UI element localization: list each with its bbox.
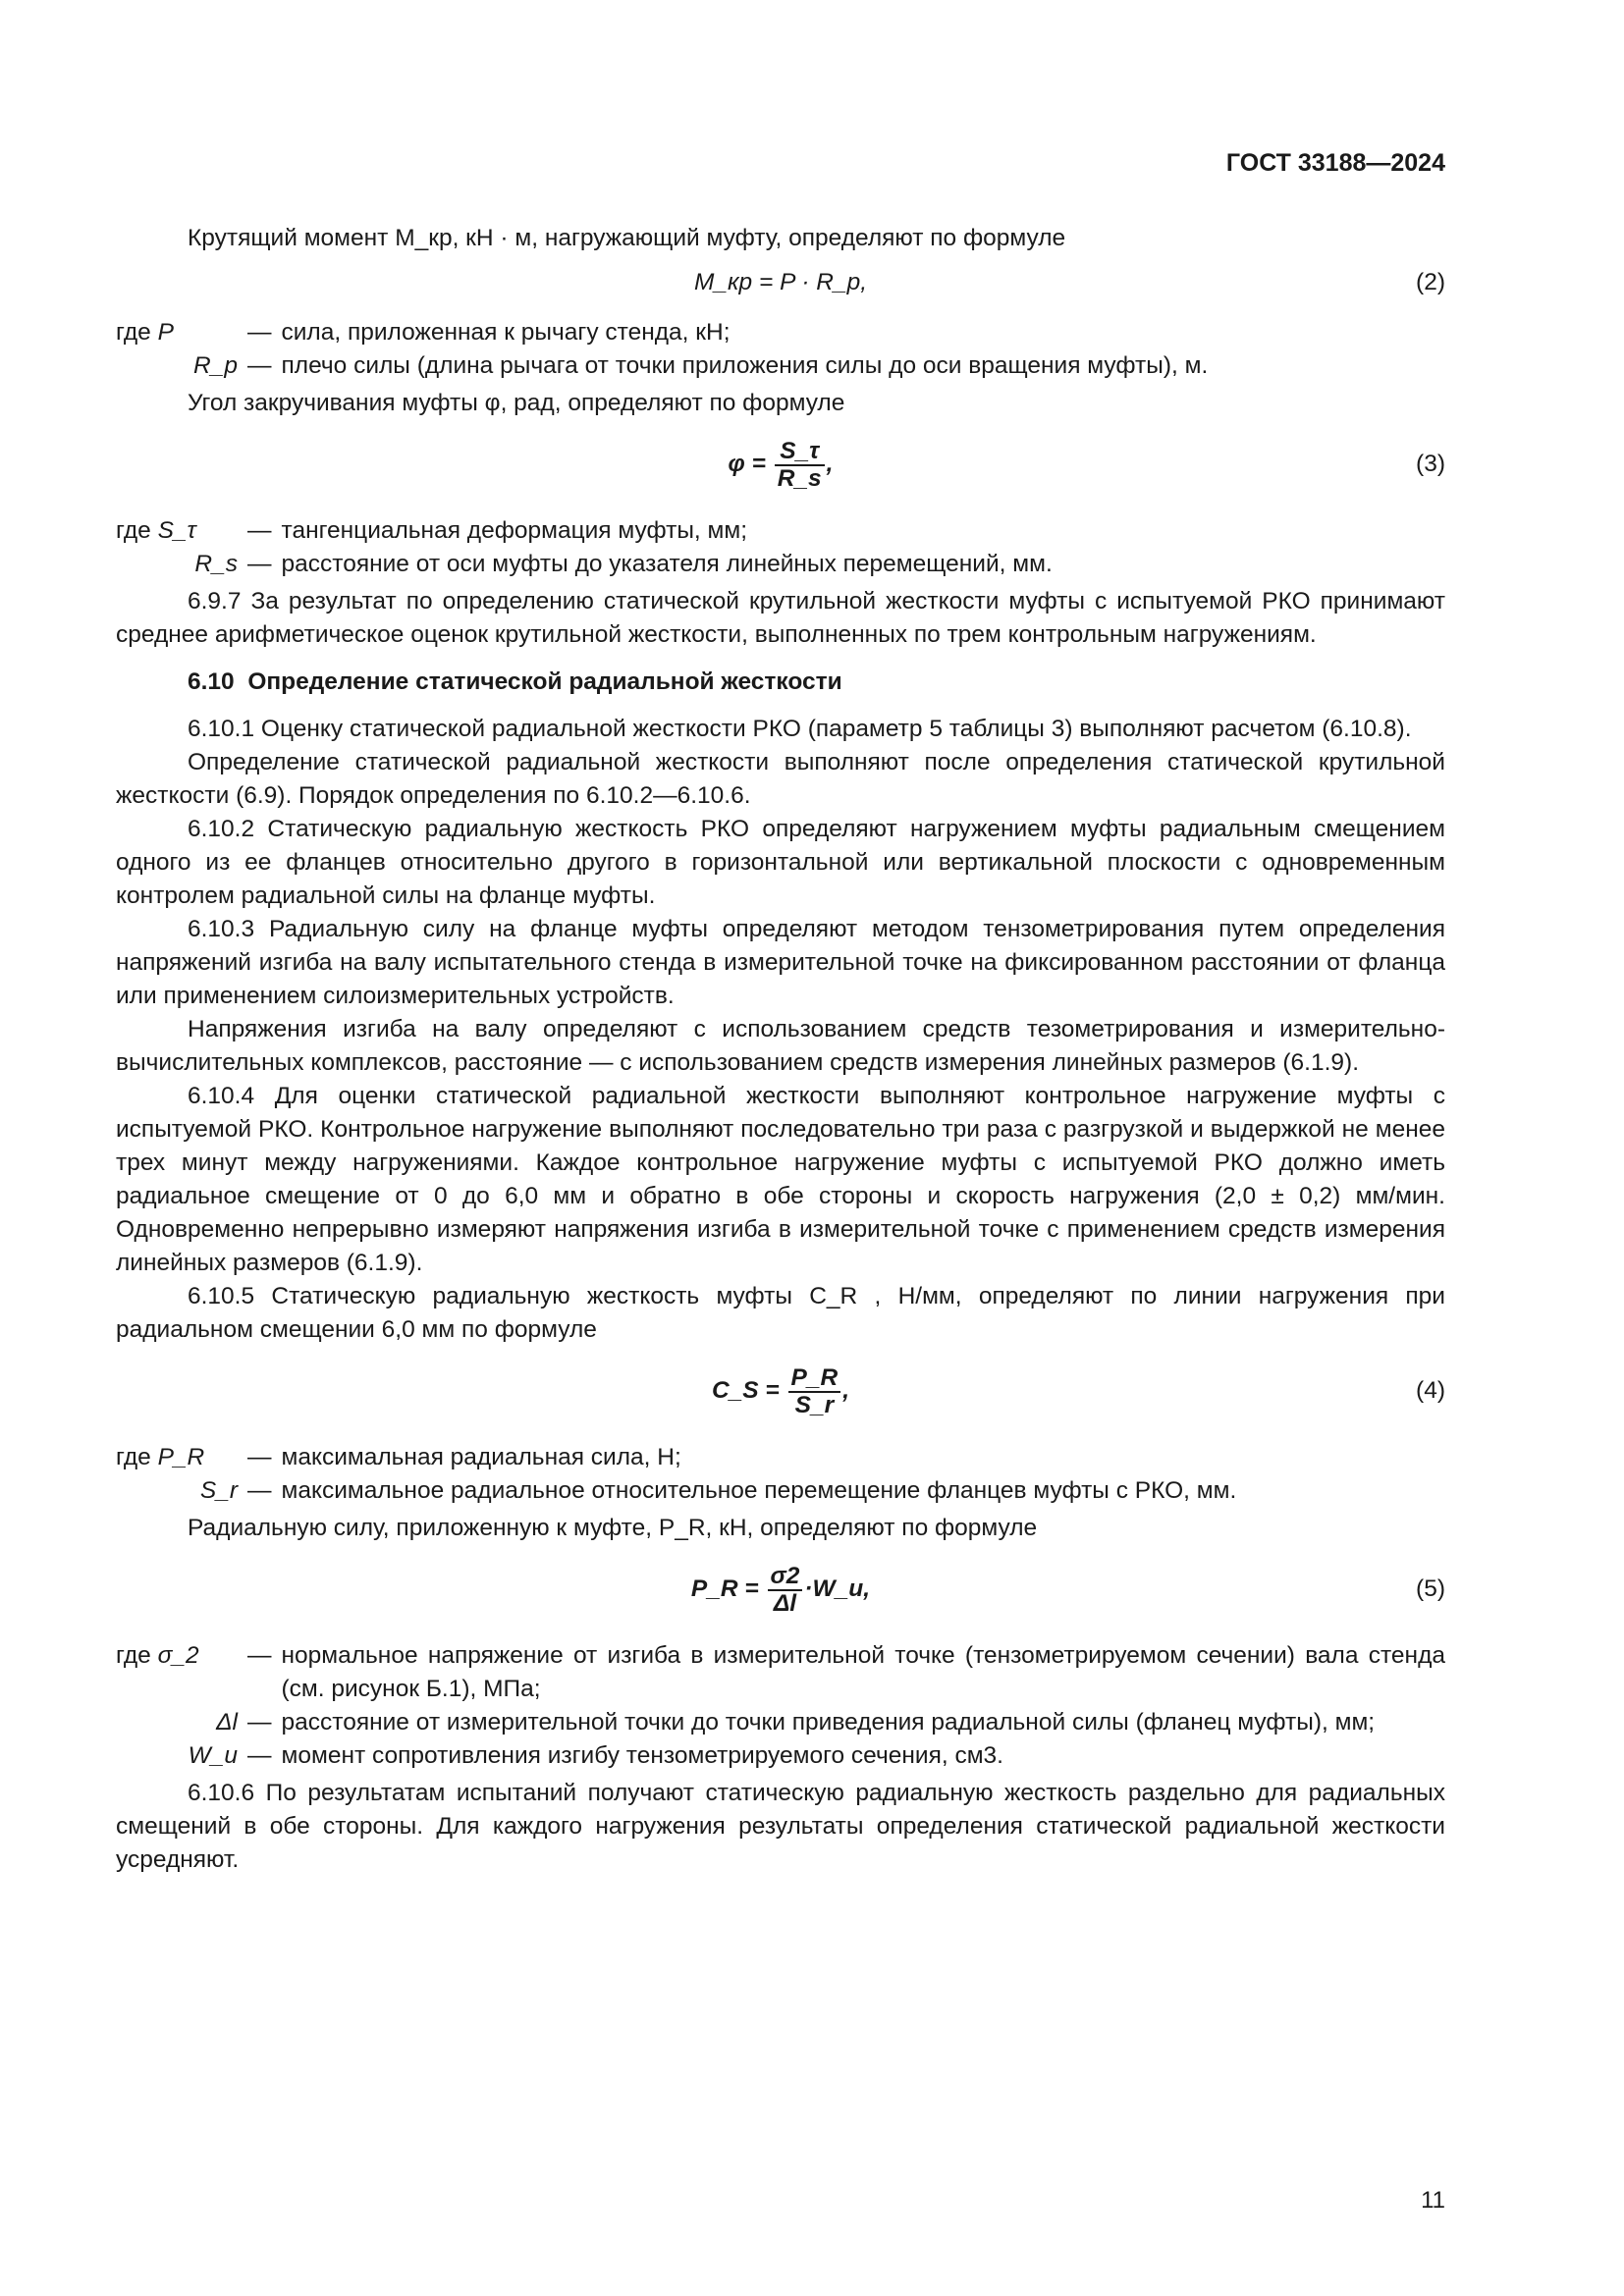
definition-text: максимальная радиальная сила, Н;: [281, 1444, 681, 1470]
equation-4-formula: [116, 1347, 1445, 1435]
definition-symbol: W_u: [188, 1742, 238, 1769]
paragraph-torque-intro: Крутящий момент M_кр, кН · м, нагружающий муфту, определяют по формуле: [188, 225, 1066, 251]
definitions-eq3: [116, 514, 1445, 581]
equation-5-denominator: Δl: [773, 1589, 797, 1617]
definition-row: [116, 316, 1445, 349]
equation-2: [116, 255, 1445, 310]
definition-text: сила, приложенная к рычагу стенда, кН;: [281, 319, 731, 346]
definition-symbol: [116, 1639, 238, 1706]
equation-3-fraction: [775, 439, 825, 492]
equation-4-numerator: P_R: [788, 1365, 841, 1393]
equation-4-tail: ,: [842, 1377, 850, 1404]
equation-5-formula: [116, 1545, 1445, 1633]
page-number: 11: [1421, 2187, 1445, 2214]
definition-prefix: где: [116, 517, 151, 544]
definition-text: расстояние от оси муфты до указателя линейных перемещений, мм.: [281, 551, 1053, 577]
equation-5-numerator: σ2: [768, 1564, 803, 1591]
definition-row: [116, 1706, 1445, 1739]
definition-row: [116, 1639, 1445, 1706]
definition-symbol-text: P_R: [157, 1444, 205, 1470]
definition-symbol: R_s: [194, 551, 238, 577]
definitions-eq5: [116, 1639, 1445, 1773]
document-header: ГОСТ 33188—2024: [1225, 149, 1445, 177]
paragraph-6-10-5: 6.10.5 Статическую радиальную жесткость муфты C_R , Н/мм, определяют по линии нагружения при радиальном смещении 6,0 мм по формуле: [116, 1283, 1445, 1343]
definition-dash: —: [247, 1709, 272, 1735]
definition-dash: —: [247, 352, 272, 379]
paragraph-6-10-1b: Определение статической радиальной жесткости выполняют после определения статической крутильной жесткости (6.9). Порядок определения по 6.10.2—6.10.6.: [116, 749, 1445, 809]
definition-row: [116, 548, 1445, 581]
definition-row: [116, 1474, 1445, 1508]
paragraph-radial-force-intro: Радиальную силу, приложенную к муфте, P_R, кН, определяют по формуле: [188, 1515, 1038, 1541]
equation-5-lhs: P_R =: [690, 1575, 759, 1602]
definition-prefix: где: [116, 1444, 151, 1470]
definition-symbol: S_r: [199, 1477, 238, 1504]
definition-dash: —: [247, 1477, 272, 1504]
definition-row: [116, 349, 1445, 383]
definition-dash: —: [247, 319, 272, 346]
equation-3-lhs: φ =: [728, 451, 766, 477]
equation-5-number: (5): [1416, 1575, 1445, 1602]
equation-4-number: (4): [1416, 1377, 1445, 1404]
paragraph-6-10-4: 6.10.4 Для оценки статической радиальной жесткости выполняют контрольное нагружение муфты с испытуемой РКО. Контрольное нагружение выполняют последовательно три раза с разгрузкой и выдержкой не менее трех минут между нагружениями. Каждое контрольное нагружение муфты с испытуемой РКО должно иметь радиальное смещение от 0 до 6,0 мм и обратно в обе стороны и скорость нагружения (2,0 ± 0,2) мм/мин. Одновременно непрерывно измеряют напряжения изгиба в измерительной точке с применением средств измерения линейных размеров (6.1.9).: [116, 1083, 1445, 1276]
paragraph-6-10-3b: Напряжения изгиба на валу определяют с использованием средств тезометрирования и измерительно-вычислительных комплексов, расстояние — с использованием средств измерения линейных размеров (6.1.9).: [116, 1016, 1445, 1076]
document-body: [116, 222, 1445, 1877]
definition-symbol: [116, 1441, 238, 1474]
equation-3-numerator: S_τ: [775, 439, 825, 466]
definition-symbol: Δl: [216, 1709, 238, 1735]
paragraph-6-10-2: 6.10.2 Статическую радиальную жесткость РКО определяют нагружением муфты радиальным смещением одного из ее фланцев относительно другого в горизонтальной или вертикальной плоскости с одновременным контролем радиальной силы на фланце муфты.: [116, 816, 1445, 909]
paragraph-6-10-1: 6.10.1 Оценку статической радиальной жесткости РКО (параметр 5 таблицы 3) выполняют расчетом (6.10.8).: [188, 716, 1412, 742]
definition-text: момент сопротивления изгибу тензометрируемого сечения, см3.: [281, 1742, 1003, 1769]
paragraph-6-10-6: 6.10.6 По результатам испытаний получают статическую радиальную жесткость раздельно для радиальных смещений в обе стороны. Для каждого нагружения результаты определения статической радиальной жесткости усредняют.: [116, 1780, 1445, 1873]
definition-dash: —: [247, 517, 272, 544]
definition-symbol: R_р: [193, 352, 238, 379]
definition-symbol: [116, 514, 238, 548]
equation-4: [116, 1347, 1445, 1435]
definition-dash: —: [247, 551, 272, 577]
equation-5: [116, 1545, 1445, 1633]
section-number: 6.10: [188, 668, 235, 695]
equation-5-tail: ,: [863, 1575, 871, 1602]
equation-3-number: (3): [1416, 451, 1445, 477]
definition-dash: —: [247, 1742, 272, 1769]
definitions-eq4: [116, 1441, 1445, 1508]
section-title: Определение статической радиальной жесткости: [247, 668, 842, 695]
definition-row: [116, 1739, 1445, 1773]
definition-text: тангенциальная деформация муфты, мм;: [281, 517, 748, 544]
equation-3-denominator: R_s: [777, 464, 822, 492]
equation-5-rhs: ·W_u: [804, 1575, 864, 1602]
definition-text: расстояние от измерительной точки до точки приведения радиальной силы (фланец муфты), мм;: [281, 1709, 1376, 1735]
equation-2-formula: M_кр = P · R_р,: [693, 269, 868, 295]
definition-symbol-text: P: [157, 319, 174, 346]
definition-dash: —: [247, 1444, 272, 1470]
definition-symbol: [116, 316, 238, 349]
definition-symbol-text: σ_2: [157, 1642, 199, 1669]
document-page: [116, 0, 1445, 2296]
definition-prefix: где: [116, 1642, 151, 1669]
definition-row: [116, 514, 1445, 548]
section-heading-6-10: [116, 666, 1445, 699]
equation-3-formula: [116, 420, 1445, 508]
paragraph-6-9-7: 6.9.7 За результат по определению статической крутильной жесткости муфты с испытуемой РКО принимают среднее арифметическое оценок крутильной жесткости, выполненных по трем контрольным нагружениям.: [116, 588, 1445, 648]
equation-4-denominator: S_r: [794, 1391, 835, 1418]
definition-text: максимальное радиальное относительное перемещение фланцев муфты с РКО, мм.: [281, 1477, 1237, 1504]
paragraph-6-10-3: 6.10.3 Радиальную силу на фланце муфты определяют методом тензометрирования путем определения напряжений изгиба на валу испытательного стенда в измерительной точке на фиксированном расстоянии от фланца или применением силоизмерительных устройств.: [116, 916, 1445, 1009]
definition-text: плечо силы (длина рычага от точки приложения силы до оси вращения муфты), м.: [281, 352, 1209, 379]
equation-3: [116, 420, 1445, 508]
definition-symbol-text: S_τ: [157, 517, 196, 544]
definitions-eq2: [116, 316, 1445, 383]
equation-4-lhs: C_S =: [711, 1377, 780, 1404]
equation-5-fraction: [768, 1564, 803, 1617]
definition-dash: —: [247, 1642, 272, 1669]
equation-4-fraction: [788, 1365, 841, 1418]
equation-2-number: (2): [1416, 269, 1445, 295]
paragraph-angle-intro: Угол закручивания муфты φ, рад, определяют по формуле: [188, 390, 845, 416]
definition-prefix: где: [116, 319, 151, 346]
equation-3-tail: ,: [826, 451, 834, 477]
definition-text: нормальное напряжение от изгиба в измерительной точке (тензометрируемом сечении) вала стенда (см. рисунок Б.1), МПа;: [281, 1642, 1445, 1702]
definition-row: [116, 1441, 1445, 1474]
